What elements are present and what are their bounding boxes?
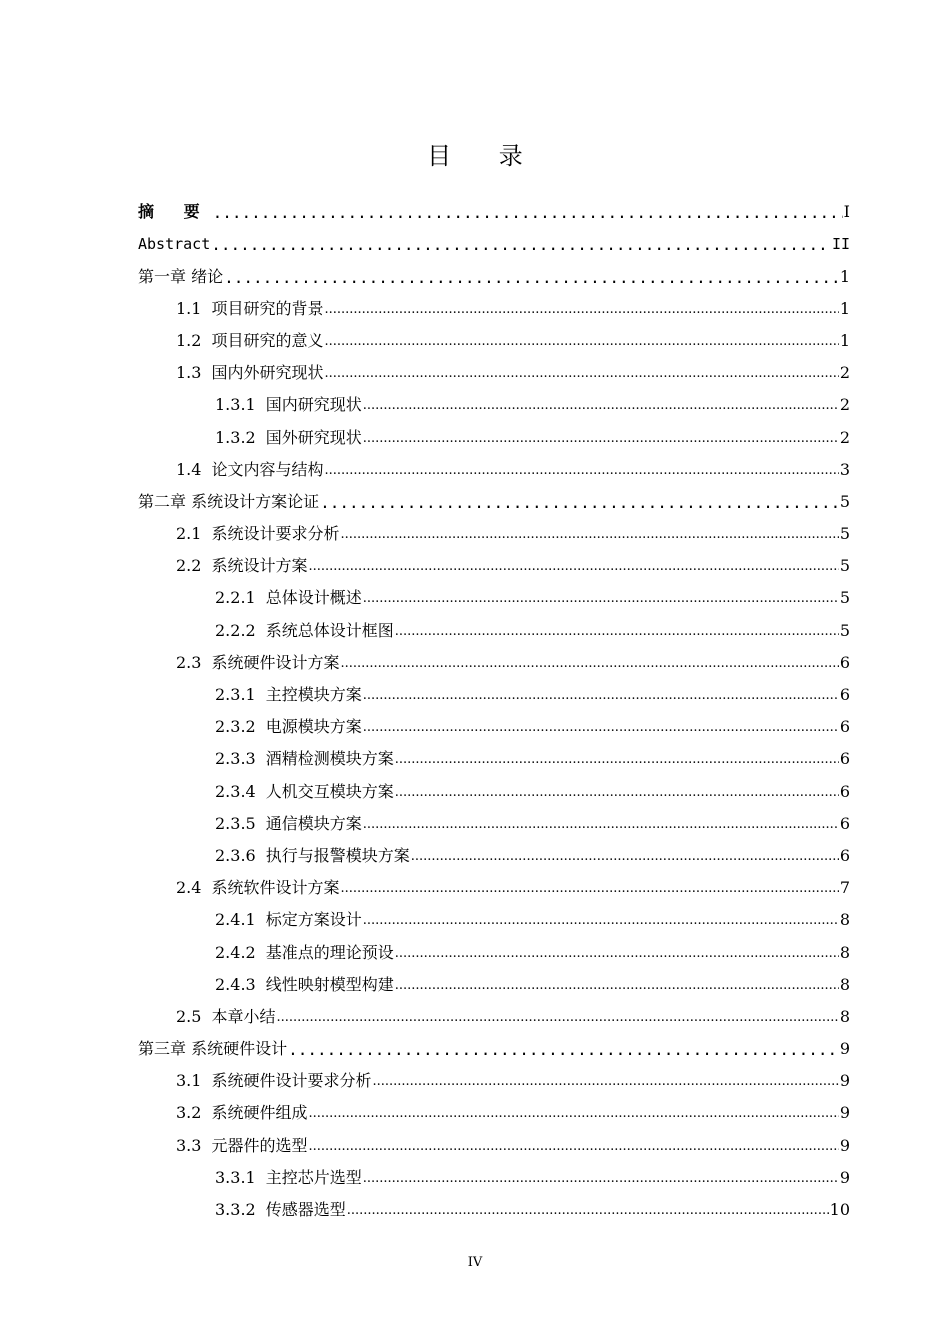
toc-entry-title: 主控芯片选型 (265, 1167, 362, 1187)
dot-leader (363, 685, 839, 705)
toc-entry-page: 5 (839, 588, 850, 608)
toc-entry[interactable] (138, 930, 850, 962)
toc-entry[interactable] (138, 995, 850, 1027)
toc-entry[interactable] (138, 866, 850, 898)
page-number: IV (467, 1255, 483, 1270)
toc-entry-title: 人机交互模块方案 (265, 781, 394, 801)
toc-entry-title: Abstract (138, 235, 211, 254)
dot-leader (363, 814, 839, 834)
toc-entry-page: 9 (839, 1103, 850, 1123)
dot-leader (213, 202, 843, 222)
toc-entry-page: 5 (839, 524, 850, 544)
toc-entry[interactable] (138, 351, 850, 383)
toc-entry[interactable] (138, 383, 850, 415)
toc-entry[interactable] (138, 673, 850, 705)
toc-entry-number: 3.3.2 (215, 1200, 256, 1219)
toc-entry-page: 8 (839, 1006, 850, 1026)
dot-leader (363, 588, 839, 608)
toc-entry-page: 1 (839, 298, 850, 318)
toc-entry-number: 2.3.4 (215, 781, 256, 801)
toc-entry-page: 9 (839, 1135, 850, 1155)
toc-entry-title: 基准点的理论预设 (265, 942, 394, 962)
dot-leader (372, 1071, 838, 1091)
dot-leader (395, 782, 839, 802)
toc-entry-page: 2 (839, 363, 850, 383)
dot-leader (276, 1007, 838, 1027)
toc-entry[interactable] (138, 802, 850, 834)
toc-entry-title: 执行与报警模块方案 (265, 845, 410, 865)
toc-entry-title: 主控模块方案 (265, 685, 362, 704)
toc-entry-title: 摘 要 (138, 202, 212, 222)
toc-entry-number: 2.2.2 (215, 620, 256, 640)
toc-entry-number: 2.4.2 (215, 942, 256, 962)
dot-leader (395, 749, 839, 769)
toc-entry-number: 1.3.1 (215, 395, 256, 415)
toc-entry-title: 第二章 系统设计方案论证 (138, 491, 320, 511)
toc-entry-number: 2.5 (176, 1006, 202, 1026)
toc-entry[interactable] (138, 254, 850, 286)
toc-entry[interactable] (138, 415, 850, 447)
dot-leader (324, 331, 838, 351)
toc-entry-title: 第三章 系统硬件设计 (138, 1039, 288, 1059)
dot-leader (308, 1136, 838, 1156)
toc-entry-title: 国内研究现状 (265, 395, 362, 415)
toc-entry-title: 元器件的选型 (211, 1135, 308, 1155)
toc-entry-page: 3 (839, 459, 850, 479)
toc-entry[interactable] (138, 448, 850, 480)
toc-entry-page: 5 (839, 491, 850, 511)
dot-leader (340, 524, 838, 544)
toc-entry[interactable] (138, 1059, 850, 1091)
toc-entry-number: 2.4.3 (215, 974, 256, 994)
toc-entry-number: 1.3 (176, 363, 202, 383)
dot-leader (340, 653, 838, 673)
dot-leader (340, 878, 838, 898)
toc-entry-page: 6 (839, 845, 850, 865)
toc-entry[interactable] (138, 1027, 850, 1059)
toc-entry-number: 2.4.1 (215, 910, 256, 930)
toc-entry[interactable] (138, 898, 850, 930)
toc-entry[interactable] (138, 544, 850, 576)
toc-entry-page: 1 (839, 330, 850, 350)
toc-entry[interactable] (138, 608, 850, 640)
toc-entry-title: 国内外研究现状 (211, 363, 324, 383)
toc-entry[interactable] (138, 576, 850, 608)
toc-entry-number: 2.4 (176, 878, 202, 898)
toc-entry-title: 系统硬件设计要求分析 (211, 1071, 372, 1091)
toc-entry[interactable] (138, 1156, 850, 1188)
toc-entry-page: 10 (829, 1200, 850, 1219)
toc-entry-number: 3.3 (176, 1135, 202, 1155)
toc-entry-page: 6 (839, 781, 850, 801)
toc-entry[interactable] (138, 222, 850, 254)
toc-entry-title: 本章小结 (211, 1006, 276, 1026)
toc-entry[interactable] (138, 287, 850, 319)
toc-entry-page: 5 (839, 620, 850, 640)
toc-entry-page: 5 (839, 556, 850, 576)
toc-entry-title: 电源模块方案 (265, 717, 362, 737)
toc-entry-title: 系统设计方案 (211, 556, 308, 576)
toc-entry[interactable] (138, 1188, 850, 1220)
dot-leader (363, 717, 839, 737)
toc-entry-title: 传感器选型 (265, 1200, 346, 1219)
toc-entry-page: 8 (839, 942, 850, 962)
toc-entry[interactable] (138, 834, 850, 866)
toc-entry-page: 6 (839, 685, 850, 704)
page-title: 目 录 (427, 142, 543, 170)
toc-entry-title: 线性映射模型构建 (265, 974, 394, 994)
toc-entry-number: 2.3.1 (215, 685, 256, 704)
dot-leader (288, 1039, 839, 1059)
toc-entry[interactable] (138, 512, 850, 544)
toc-entry[interactable] (138, 641, 850, 673)
toc-entry-page: 6 (839, 652, 850, 672)
toc-entry-title: 论文内容与结构 (211, 459, 324, 479)
toc-entry-title: 系统硬件组成 (211, 1103, 308, 1123)
toc-entry-number: 2.3.3 (215, 749, 256, 769)
toc-entry[interactable] (138, 737, 850, 769)
toc-entry[interactable] (138, 705, 850, 737)
toc-entry-title: 通信模块方案 (265, 813, 362, 833)
toc-entry-number: 2.3.2 (215, 717, 256, 737)
toc-entry-number: 1.4 (176, 459, 202, 479)
dot-leader (395, 943, 839, 963)
toc-entry-title: 项目研究的意义 (211, 330, 324, 350)
toc-entry-title: 总体设计概述 (265, 588, 362, 608)
toc-entry-number: 1.2 (176, 330, 202, 350)
toc-entry-title: 系统设计要求分析 (211, 524, 340, 544)
toc-entry[interactable] (138, 190, 850, 222)
toc-entry-number: 1.1 (176, 298, 202, 318)
toc-entry-number: 2.3.5 (215, 813, 256, 833)
dot-leader (224, 267, 839, 287)
toc-entry[interactable] (138, 1091, 850, 1123)
dot-leader (395, 975, 839, 995)
dot-leader (411, 846, 839, 866)
toc-entry-page: 9 (839, 1167, 850, 1187)
toc-entry-page: 7 (839, 878, 850, 898)
toc-entry-title: 标定方案设计 (265, 910, 362, 930)
dot-leader (347, 1200, 829, 1220)
dot-leader (395, 621, 839, 641)
table-of-contents (138, 190, 850, 1220)
toc-entry[interactable] (138, 769, 850, 801)
dot-leader (308, 1103, 838, 1123)
dot-leader (324, 299, 838, 319)
toc-entry-title: 酒精检测模块方案 (265, 749, 394, 769)
toc-entry[interactable] (138, 319, 850, 351)
dot-leader (320, 492, 839, 512)
toc-entry-title: 项目研究的背景 (211, 298, 324, 318)
toc-entry-number: 3.2 (176, 1103, 202, 1123)
toc-entry-number: 2.3.6 (215, 845, 256, 865)
toc-entry-number: 2.2 (176, 556, 202, 576)
toc-entry-page: 9 (839, 1071, 850, 1091)
toc-entry-number: 2.3 (176, 652, 202, 672)
toc-entry-page: 2 (839, 395, 850, 415)
toc-entry-page: 8 (839, 974, 850, 994)
toc-entry-page: 9 (839, 1039, 850, 1059)
toc-entry-title: 系统硬件设计方案 (211, 652, 340, 672)
toc-entry-title: 系统软件设计方案 (211, 878, 340, 898)
toc-entry-page: 2 (839, 427, 850, 447)
dot-leader (363, 428, 839, 448)
toc-entry-number: 3.3.1 (215, 1167, 256, 1187)
toc-entry[interactable] (138, 480, 850, 512)
dot-leader (363, 910, 839, 930)
dot-leader (363, 395, 839, 415)
toc-entry-title: 第一章 绪论 (138, 266, 224, 286)
toc-entry-title: 国外研究现状 (265, 427, 362, 447)
toc-entry-number: 2.1 (176, 524, 202, 544)
toc-entry-title: 系统总体设计框图 (265, 620, 394, 640)
toc-entry-page: 8 (839, 910, 850, 930)
toc-entry[interactable] (138, 1123, 850, 1155)
toc-entry-page: 1 (839, 266, 850, 286)
toc-entry-page: II (831, 235, 850, 254)
dot-leader (363, 1168, 839, 1188)
dot-leader (324, 460, 838, 480)
toc-entry-number: 3.1 (176, 1071, 202, 1091)
toc-entry-page: 6 (839, 717, 850, 737)
dot-leader (324, 363, 838, 383)
toc-entry-number: 1.3.2 (215, 427, 256, 447)
toc-entry[interactable] (138, 963, 850, 995)
toc-entry-number: 2.2.1 (215, 588, 256, 608)
dot-leader (211, 234, 831, 254)
dot-leader (308, 556, 838, 576)
toc-entry-page: 6 (839, 813, 850, 833)
toc-entry-page: I (843, 202, 850, 222)
toc-entry-page: 6 (839, 749, 850, 769)
